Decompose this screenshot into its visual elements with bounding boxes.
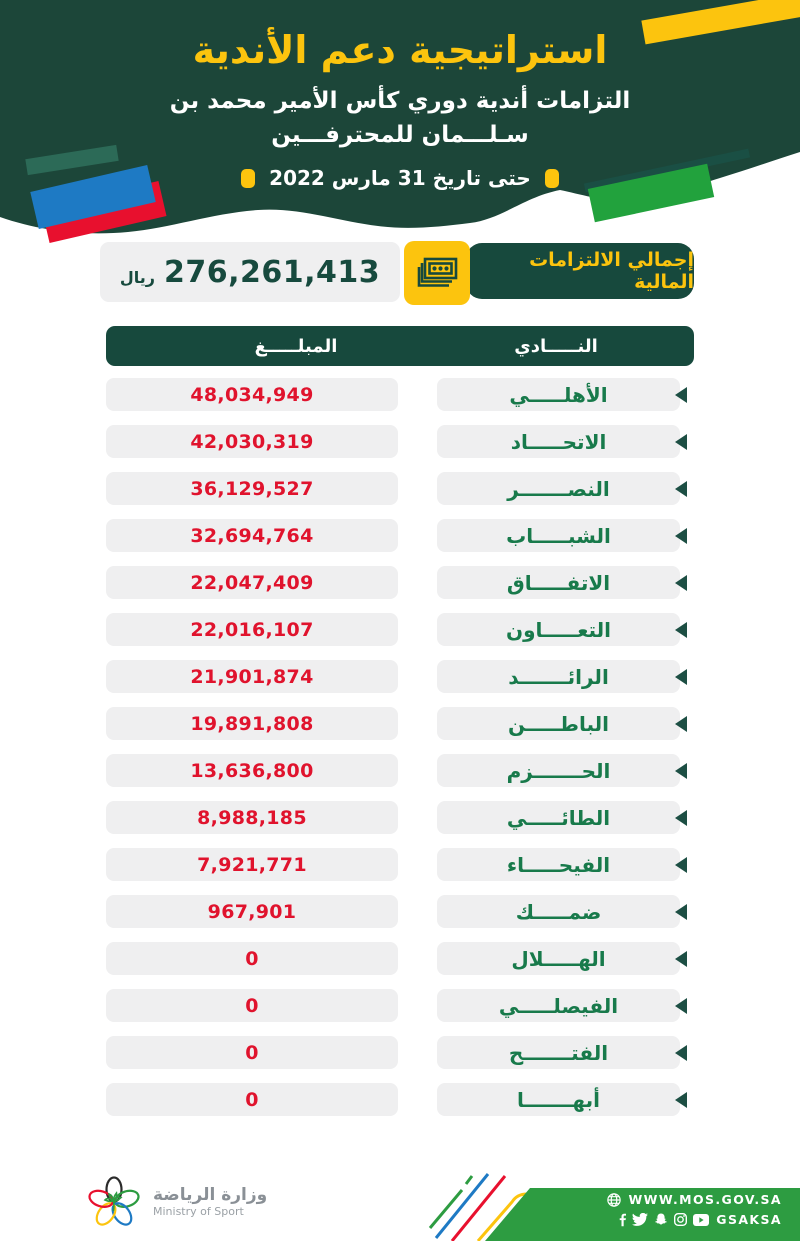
website-url: WWW.MOS.GOV.SA [628,1192,782,1207]
table-row [0,942,800,975]
club-name: الشبـــــاب [506,523,611,548]
globe-icon [607,1193,621,1207]
amount-cell: 48,034,949 [106,378,398,411]
club-name: ضمـــــك [515,899,602,924]
total-amount-bar [100,242,400,302]
club-name-cell [437,1083,680,1116]
triangle-marker-icon [675,857,687,873]
club-name-cell [437,472,680,505]
table-row [0,519,800,552]
club-name: الأهلـــــي [509,382,608,407]
club-name-cell [437,989,680,1022]
youtube-icon [693,1214,709,1226]
instagram-icon [674,1213,687,1226]
social-line [617,1212,782,1227]
amount-cell: 0 [106,942,398,975]
club-name: الهـــــلال [511,946,606,971]
triangle-marker-icon [675,575,687,591]
footer-links [607,1192,782,1227]
date-label: حتى تاريخ 31 مارس 2022 [269,166,531,190]
website-line [607,1192,782,1207]
club-name: الفتـــــــح [508,1040,609,1065]
triangle-marker-icon [675,669,687,685]
amount-cell: 967,901 [106,895,398,928]
table-row [0,801,800,834]
club-name: الرائـــــــد [508,664,609,689]
club-name-cell [437,660,680,693]
club-name-cell [437,895,680,928]
club-name: أبهـــــــا [517,1087,600,1112]
triangle-marker-icon [675,481,687,497]
yellow-square-icon [241,169,255,188]
triangle-marker-icon [675,434,687,450]
table-header [106,326,694,366]
table-row [0,848,800,881]
triangle-marker-icon [675,951,687,967]
yellow-square-icon [545,169,559,188]
ministry-of-sport-logo-icon [85,1172,143,1230]
triangle-marker-icon [675,528,687,544]
amount-cell: 0 [106,989,398,1022]
triangle-marker-icon [675,904,687,920]
club-name: الفيصلـــــي [498,993,619,1018]
total-icon-box [404,241,470,305]
subtitle-line-1: التزامات أندية دوري كأس الأمير محمد بن [169,88,631,114]
total-currency-label: ريال [119,267,155,287]
table-row [0,895,800,928]
triangle-marker-icon [675,387,687,403]
social-handle: GSAKSA [716,1212,782,1227]
total-amount-value: 276,261,413 [163,254,381,290]
club-name: الباطـــــن [507,711,610,736]
table-row [0,613,800,646]
subtitle-line-2: سـلـــمان للمحترفـــين [271,122,529,148]
table-row [0,378,800,411]
social-icons [617,1213,709,1227]
page-title: استراتيجية دعم الأندية [192,28,608,72]
date-row [0,166,800,190]
club-name-cell [437,801,680,834]
table-row [0,1036,800,1069]
table-row [0,707,800,740]
header [0,0,800,190]
amount-cell: 42,030,319 [106,425,398,458]
triangle-marker-icon [675,810,687,826]
table-row [0,566,800,599]
club-name-cell [437,754,680,787]
amount-cell: 22,047,409 [106,566,398,599]
club-name-cell [437,378,680,411]
club-name-cell [437,425,680,458]
table-row [0,754,800,787]
amount-cell: 32,694,764 [106,519,398,552]
amount-cell: 0 [106,1036,398,1069]
club-name-cell [437,613,680,646]
triangle-marker-icon [675,716,687,732]
ministry-name-arabic: وزارة الرياضة [153,1184,268,1205]
table-row [0,989,800,1022]
banknotes-icon [414,255,460,291]
club-name-cell [437,1036,680,1069]
club-name-cell [437,848,680,881]
amount-cell: 13,636,800 [106,754,398,787]
total-label-pill [466,243,694,299]
amount-cell: 7,921,771 [106,848,398,881]
amount-cell: 19,891,808 [106,707,398,740]
table-row [0,472,800,505]
club-name-cell [437,519,680,552]
club-name-cell [437,942,680,975]
twitter-icon [632,1213,648,1226]
ministry-name-english: Ministry of Sport [153,1204,244,1218]
amount-cell: 8,988,185 [106,801,398,834]
club-name: الاتحـــــاد [510,429,607,454]
ministry-logo-block [85,1172,267,1230]
page-subtitle [0,84,800,152]
table-row [0,1083,800,1116]
snapchat-icon [654,1213,668,1227]
facebook-icon [617,1213,626,1227]
triangle-marker-icon [675,1092,687,1108]
club-name-cell [437,566,680,599]
amount-cell: 36,129,527 [106,472,398,505]
table-row [0,660,800,693]
amount-cell: 0 [106,1083,398,1116]
triangle-marker-icon [675,998,687,1014]
amount-column-header: المبلـــــغ [254,335,338,357]
club-column-header: النـــــادي [514,335,598,357]
amount-cell: 21,901,874 [106,660,398,693]
triangle-marker-icon [675,763,687,779]
club-table-body [0,378,800,1130]
table-row [0,425,800,458]
total-label: إجمالي الالتزامات المالية [529,249,694,293]
amount-cell: 22,016,107 [106,613,398,646]
club-name: الطائـــــي [506,805,611,830]
club-name: الفيحـــــاء [506,852,611,877]
club-name: الاتفـــــاق [506,570,611,595]
club-name: النصـــــــر [507,476,610,501]
club-name: الحـــــــزم [506,758,611,783]
club-name: التعـــــاون [506,617,612,642]
triangle-marker-icon [675,622,687,638]
club-name-cell [437,707,680,740]
triangle-marker-icon [675,1045,687,1061]
